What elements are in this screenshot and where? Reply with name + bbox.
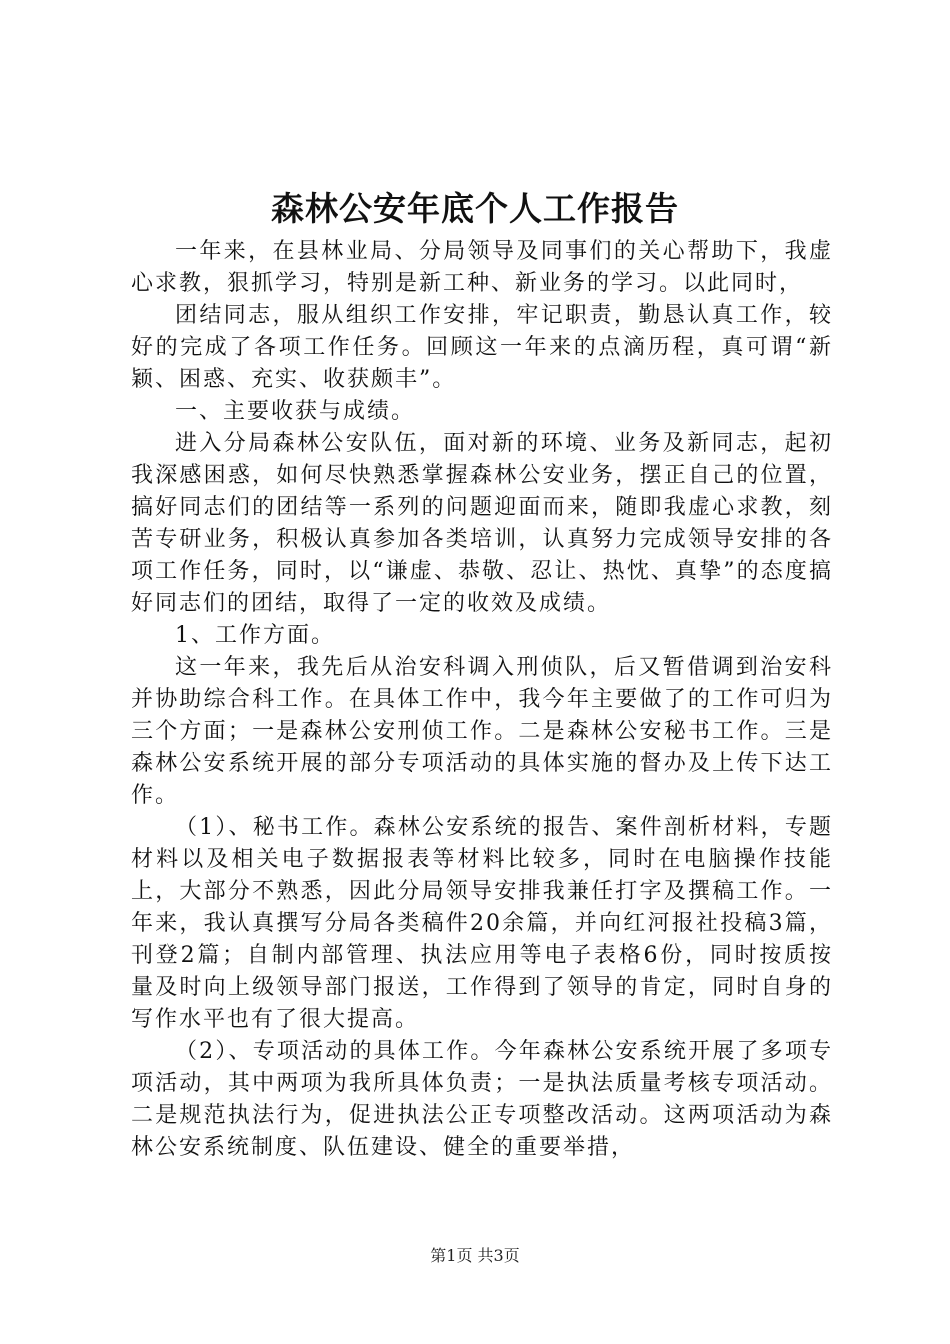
paragraph: 团结同志，服从组织工作安排，牢记职责，勤恳认真工作，较好的完成了各项工作任务。回顾这一年来的点滴历程，真可谓“新颖、困惑、充实、收获颇丰”。	[131, 303, 833, 392]
section-heading: 一、主要收获与成绩。	[175, 399, 416, 424]
paragraph: （1）、秘书工作。森林公安系统的报告、案件剖析材料，专题材料以及相关电子数据报表等材料比较多，同时在电脑操作技能上，大部分不熟悉，因此分局领导安排我兼任打字及撰稿工作。一年来，我认真撰写分局各类稿件20余篇，并向红河报社投稿3篇，刊登2篇；自制内部管理、执法应用等电子表格6份，同时按质按量及时向上级领导部门报送，工作得到了领导的肯定，同时自身的写作水平也有了很大提高。	[131, 815, 833, 1032]
paragraph: （2）、专项活动的具体工作。今年森林公安系统开展了多项专项活动，其中两项为我所具体负责；一是执法质量考核专项活动。二是规范执法行为，促进执法公正专项整改活动。这两项活动为森林公安系统制度、队伍建设、健全的重要举措，	[131, 1039, 833, 1160]
subsection-heading: 1、工作方面。	[175, 623, 335, 648]
paragraph: 这一年来，我先后从治安科调入刑侦队，后又暂借调到治安科并协助综合科工作。在具体工作中，我今年主要做了的工作可归为三个方面；一是森林公安刑侦工作。二是森林公安秘书工作。三是森林公安系统开展的部分专项活动的具体实施的督办及上传下达工作。	[131, 655, 833, 808]
document-body	[131, 236, 833, 1164]
document-title: 森林公安年底个人工作报告	[271, 189, 679, 228]
paragraph: 进入分局森林公安队伍，面对新的环境、业务及新同志，起初我深感困惑，如何尽快熟悉掌握森林公安业务，摆正自己的位置，搞好同志们的团结等一系列的问题迎面而来，随即我虚心求教，刻苦专研业务，积极认真参加各类培训，认真努力完成领导安排的各项工作任务，同时，以“谦虚、恭敬、忍让、热忱、真挚”的态度搞好同志们的团结，取得了一定的收效及成绩。	[131, 431, 833, 616]
page-number-footer: 第1页 共3页	[430, 1246, 520, 1265]
paragraph: 一年来，在县林业局、分局领导及同事们的关心帮助下，我虚心求教，狠抓学习，特别是新工种、新业务的学习。以此同时，	[131, 239, 833, 296]
